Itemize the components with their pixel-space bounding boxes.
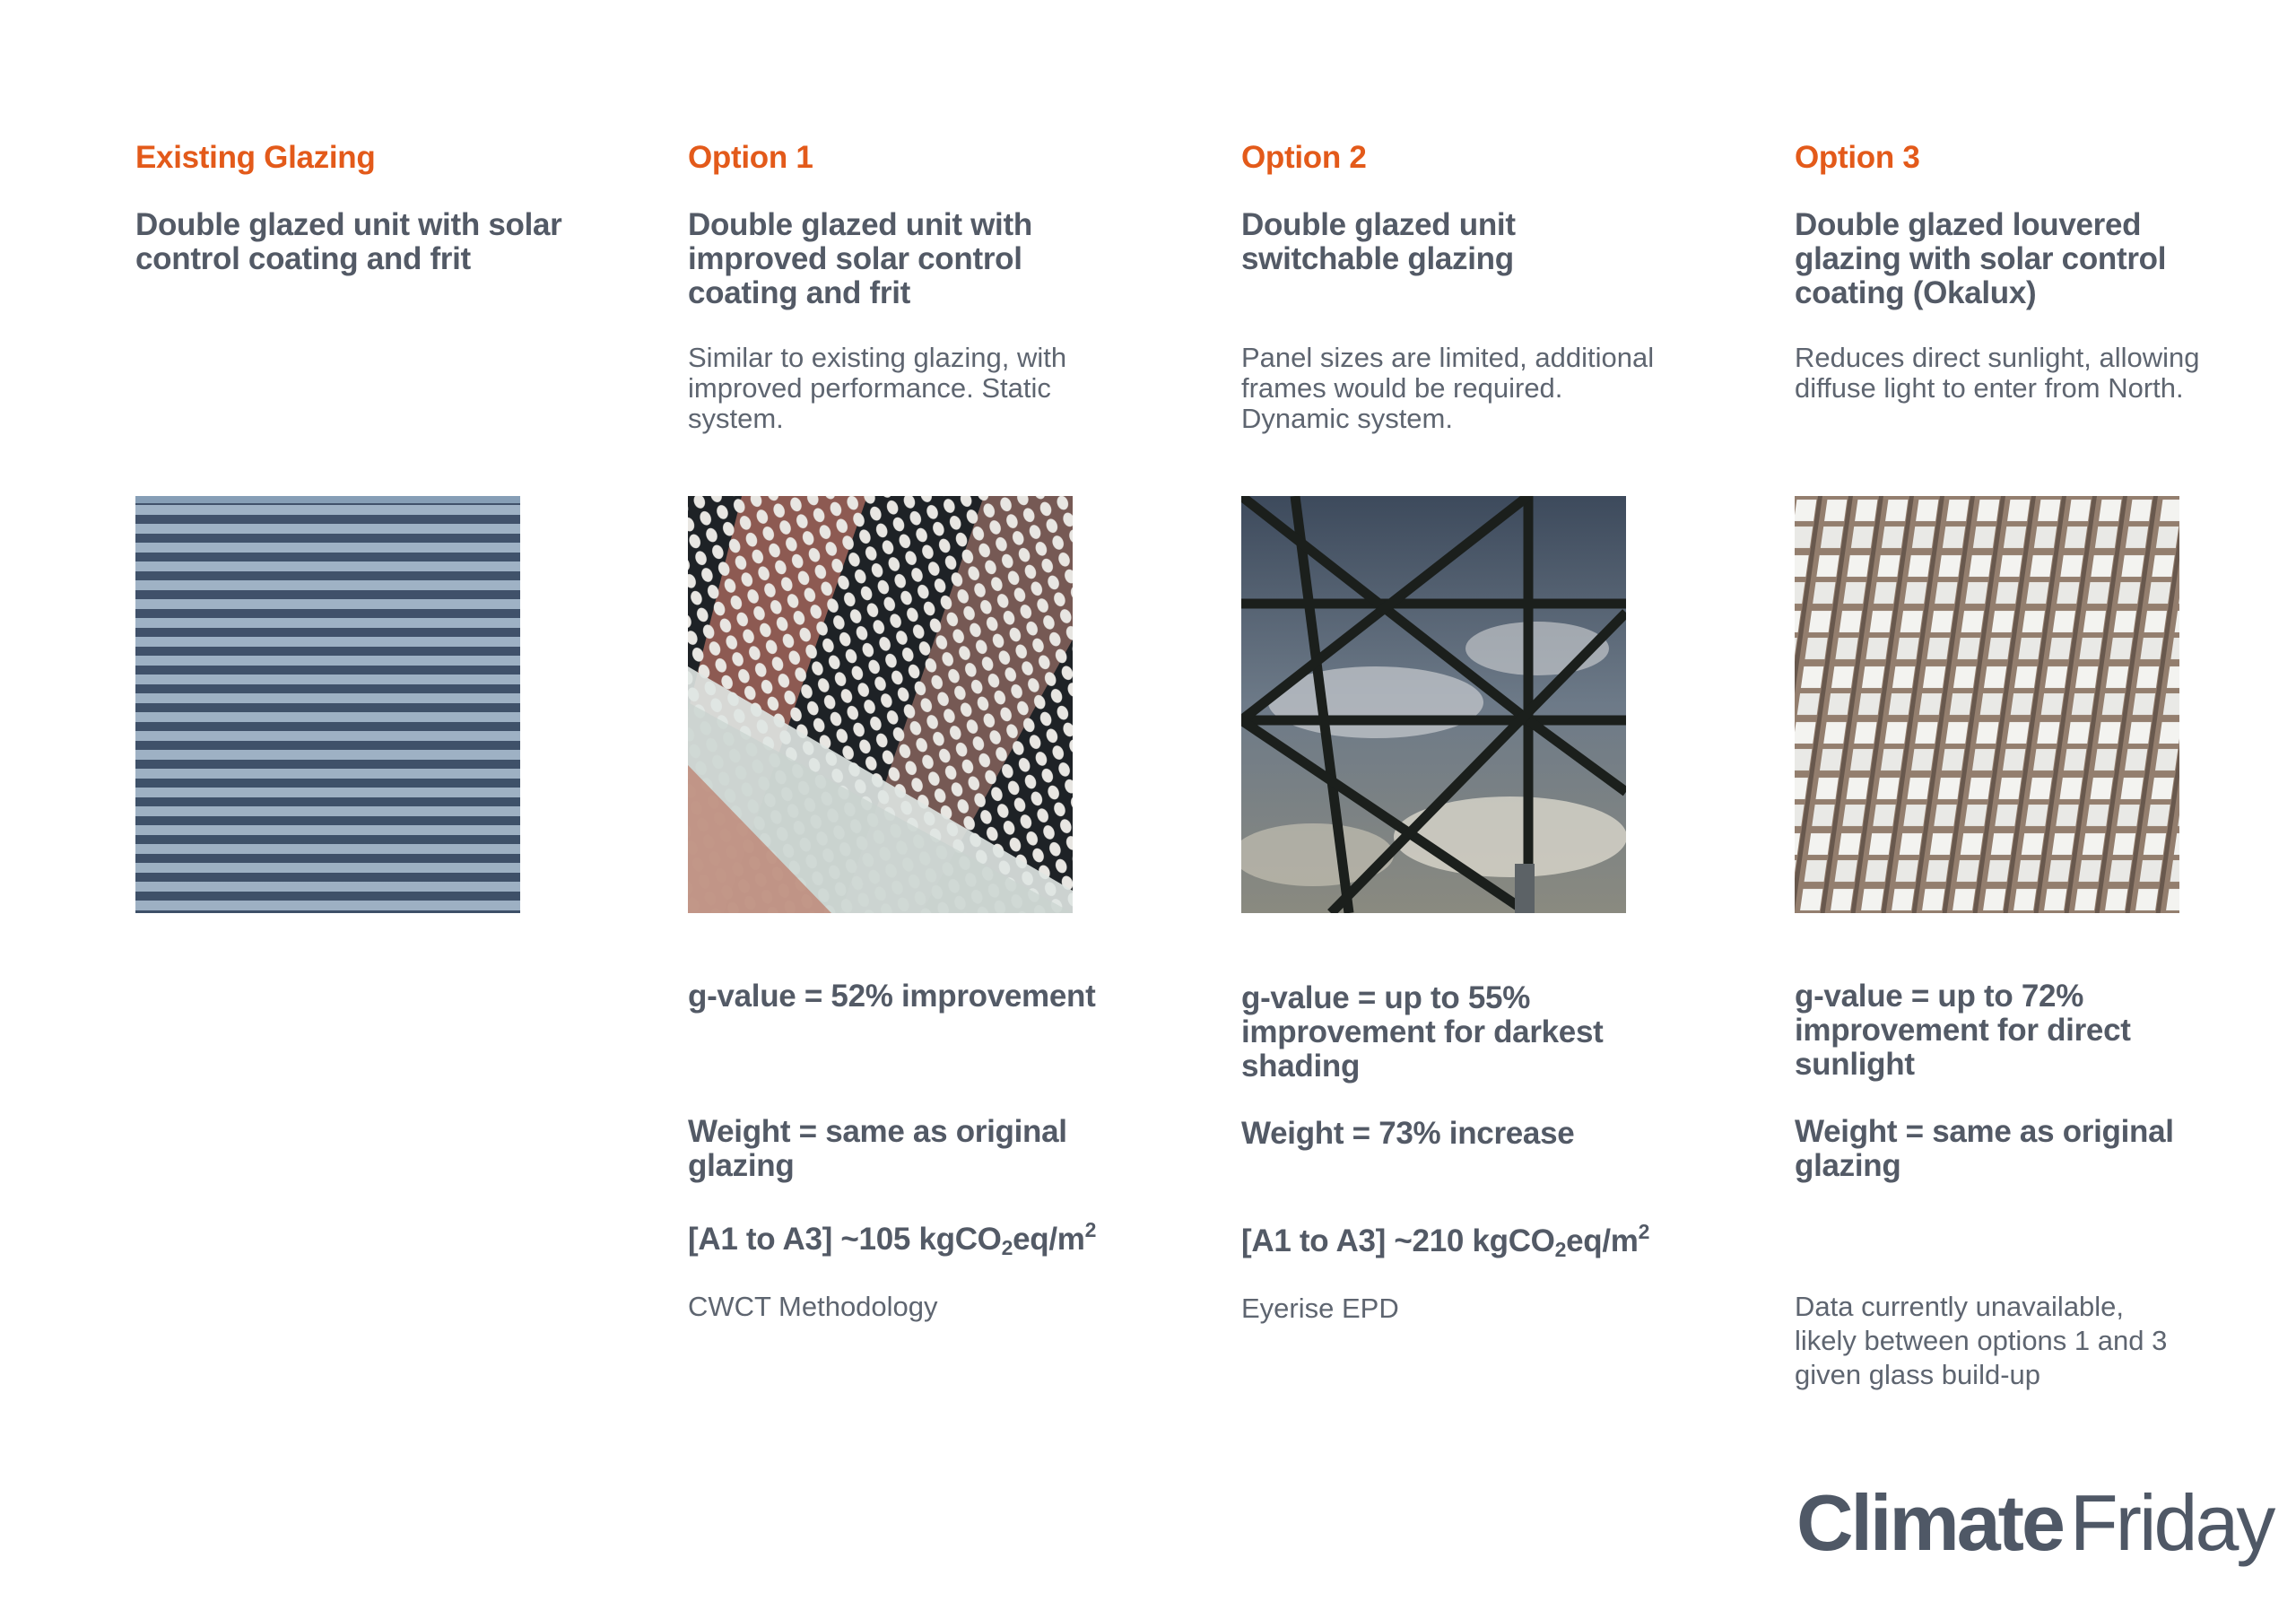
g-value: g-value = 52% improvement xyxy=(688,979,1096,1014)
column-description: Similar to existing glazing, with improved performance. Static system. xyxy=(688,342,1067,434)
data-source: Eyerise EPD xyxy=(1241,1293,1399,1324)
column-subtitle: Double glazed unit with solar control coating and frit xyxy=(135,207,562,276)
column-heading: Existing Glazing xyxy=(135,140,376,175)
carbon-unit: eq/m xyxy=(1013,1222,1085,1257)
g-value: g-value = up to 72% improvement for direct sunlight xyxy=(1795,979,2131,1082)
column-subtitle: Double glazed unit with improved solar control coating and frit xyxy=(688,207,1032,310)
carbon-superscript: 2 xyxy=(1084,1218,1097,1241)
column-subtitle: Double glazed unit switchable glazing xyxy=(1241,207,1516,276)
logo-text-climate: Climate xyxy=(1796,1478,2063,1567)
column-description: Panel sizes are limited, additional frames would be required. Dynamic system. xyxy=(1241,342,1655,434)
triangular-skylight-photo xyxy=(1241,496,1626,913)
carbon-value: [A1 to A3] ~210 kgCO xyxy=(1241,1223,1555,1258)
carbon-value: [A1 to A3] ~105 kgCO xyxy=(688,1222,1002,1257)
carbon-unit: eq/m xyxy=(1566,1223,1639,1258)
embodied-carbon xyxy=(688,1218,1096,1260)
horizontal-frit-glazing-photo xyxy=(135,496,520,913)
weight: Weight = 73% increase xyxy=(1241,1116,1575,1151)
g-value: g-value = up to 55% improvement for darkest shading xyxy=(1241,980,1604,1084)
column-heading: Option 2 xyxy=(1241,140,1367,175)
column-heading: Option 3 xyxy=(1795,140,1920,175)
climate-friday-logo xyxy=(1796,1478,2273,1568)
weight: Weight = same as original glazing xyxy=(688,1114,1067,1183)
column-subtitle: Double glazed louvered glazing with solar control coating (Okalux) xyxy=(1795,207,2167,310)
louvre-glazing-photo xyxy=(1795,496,2179,913)
data-source: CWCT Methodology xyxy=(688,1291,938,1322)
carbon-subscript: 2 xyxy=(1001,1236,1013,1259)
carbon-superscript: 2 xyxy=(1638,1220,1650,1243)
embodied-carbon xyxy=(1241,1220,1649,1262)
weight: Weight = same as original glazing xyxy=(1795,1114,2174,1183)
carbon-subscript: 2 xyxy=(1554,1238,1567,1261)
data-source: Data currently unavailable, likely between options 1 and 3 given glass build-up xyxy=(1795,1291,2168,1390)
logo-text-friday: Friday xyxy=(2069,1478,2274,1567)
column-description: Reduces direct sunlight, allowing diffuse light to enter from North. xyxy=(1795,342,2200,404)
column-heading: Option 1 xyxy=(688,140,813,175)
dot-frit-glazing-photo xyxy=(688,496,1073,913)
